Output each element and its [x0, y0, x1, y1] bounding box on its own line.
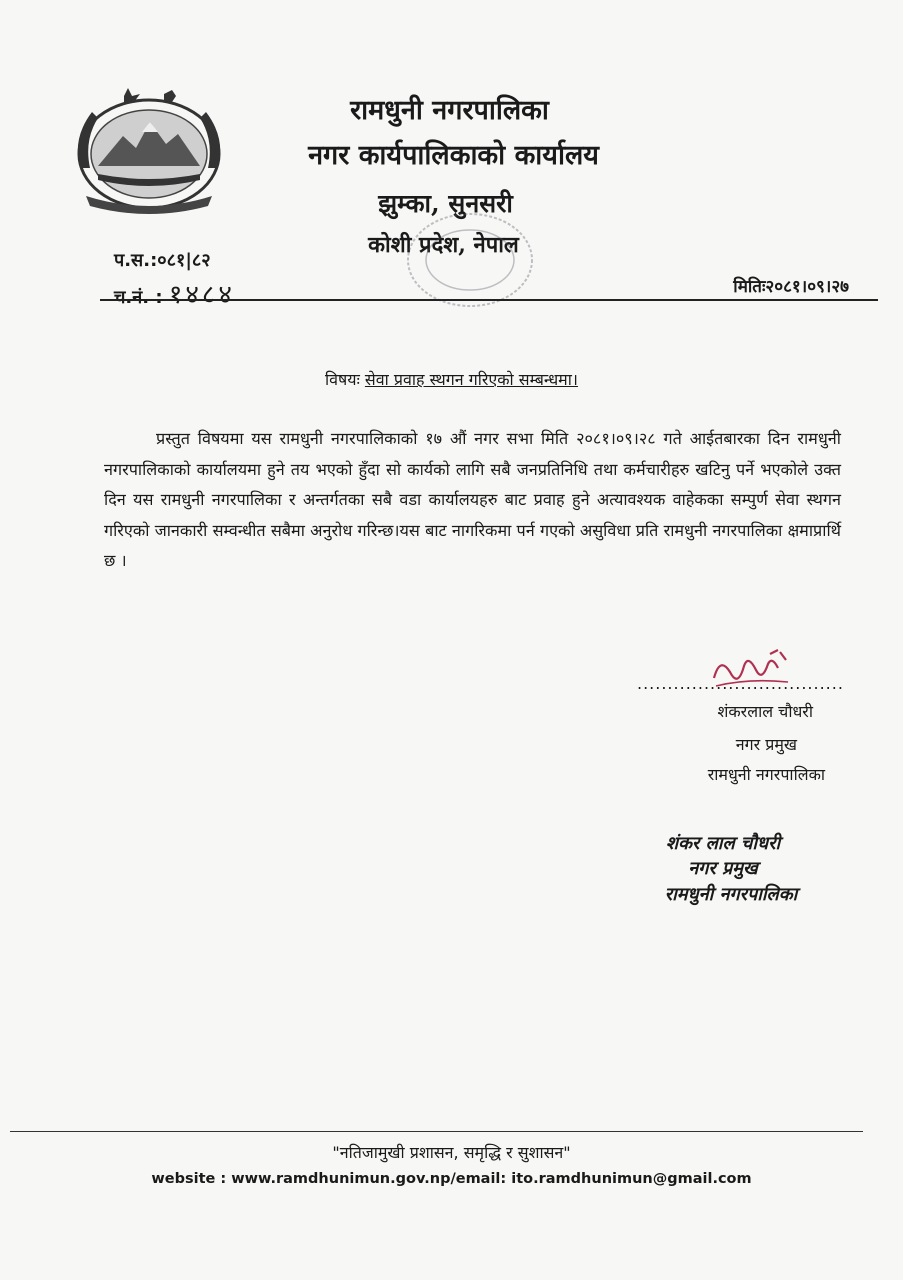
subject-text: सेवा प्रवाह स्थगन गरिएको सम्बन्धमा।	[364, 370, 578, 389]
subject-line	[0, 368, 903, 390]
footer-motto: "नतिजामुखी प्रशासन, समृद्धि र सुशासन"	[332, 1143, 571, 1162]
signatory-title: नगर प्रमुख	[735, 735, 797, 754]
subject-label: विषयः	[325, 370, 360, 389]
signatory-org: रामधुनी नगरपालिका	[707, 765, 825, 784]
office-name: नगर कार्यपालिकाको कार्यालय	[308, 140, 599, 171]
name-seal-name: शंकर लाल चौधरी	[665, 833, 781, 854]
letter-date: मितिः२०८१।०९।२७	[733, 277, 849, 297]
signature-dotted-line: ..................................	[637, 674, 844, 693]
footer-divider	[10, 1131, 863, 1132]
dispatch-number-label: च.नं. :	[114, 287, 163, 308]
name-seal-org: रामधुनी नगरपालिका	[664, 884, 798, 905]
dispatch-number-value: १४८४	[168, 280, 235, 310]
letter-body: प्रस्तुत विषयमा यस रामधुनी नगरपालिकाको १७ औं नगर सभा मिति २०८१।०९।२८ गते आईतबारका दिन रामधुनी नगरपालिकाको कार्यालयमा हुने तय भएको हुँदा सो कार्यको लागि सबै जनप्रतिनिधि तथा कर्मचारीहरु खटिनु पर्ने भएकोले उक्त दिन यस रामधुनी नगरपालिका र अन्तर्गतका सबै वडा कार्यालयहरु बाट प्रवाह हुने अत्यावश्यक वाहेकका सम्पुर्ण सेवा स्थगन गरिएको जानकारी सम्वन्धीत सबैमा अनुरोध गरिन्छ।यस बाट नागरिकमा पर्न गएको असुविधा प्रति रामधुनी नगरपालिका क्षमाप्रार्थि छ ।	[104, 429, 841, 570]
fiscal-year-ref: प.स.:०८१|८२	[114, 250, 211, 271]
signatory-name: शंकरलाल चौधरी	[717, 702, 813, 721]
name-seal-title: नगर प्रमुख	[688, 858, 758, 879]
header-divider	[100, 299, 878, 301]
dispatch-number	[114, 275, 235, 311]
office-location: झुम्का, सुनसरी	[378, 189, 513, 218]
province-country: कोशी प्रदेश, नेपाल	[368, 232, 519, 258]
municipality-name: रामधुनी नगरपालिका	[350, 95, 549, 126]
footer-contact: website : www.ramdhunimun.gov.np/email: ito.ramdhunimun@gmail.com	[151, 1171, 752, 1187]
